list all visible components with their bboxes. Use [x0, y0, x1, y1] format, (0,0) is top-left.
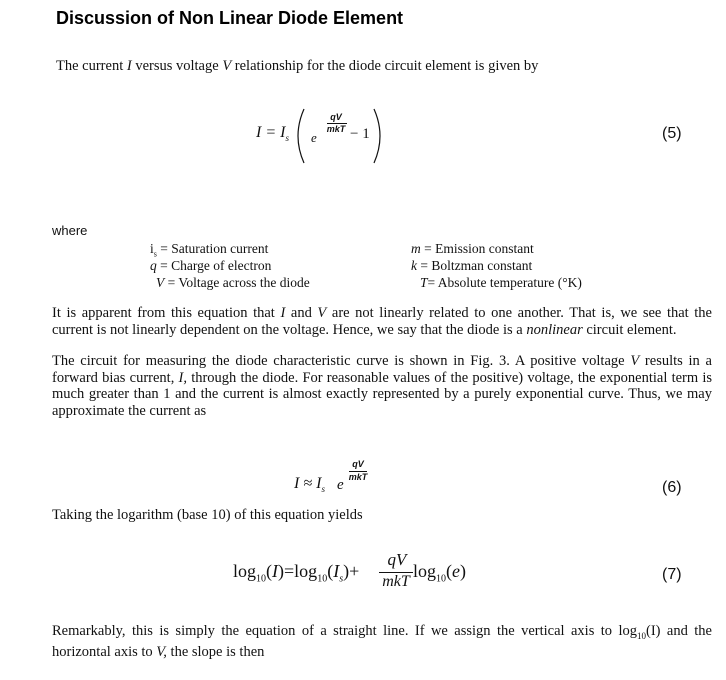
definition-v: V = Voltage across the diode: [156, 275, 310, 290]
paragraph-logarithm: Taking the logarithm (base 10) of this equation yields: [52, 507, 363, 523]
equation-number-5: (5): [662, 125, 682, 142]
paragraph-slope: Remarkably, this is simply the equation of a straight line. If we assign the vertical axis to $\log_{10}(I)$ and the horizontal axis to V, the slope is then: [52, 623, 712, 661]
where-label: where: [52, 223, 88, 238]
definition-k: k = Boltzman constant: [411, 258, 533, 273]
definition-m: m = Emission constant: [411, 241, 534, 256]
intro-text: The current I versus voltage V relationship for the diode circuit element is given by: [56, 58, 539, 74]
page-title: Discussion of Non Linear Diode Element: [56, 8, 404, 28]
left-paren-icon: [288, 106, 308, 166]
paragraph-nonlinear: It is apparent from this equation that I and V are not linearly related to one another. That is, we see that the current is not linearly dependent on the voltage. Hence, we say that the diode is a nonlinear circuit element.: [52, 305, 712, 338]
right-paren-icon: [370, 106, 390, 166]
definition-is: $i_s$ = Saturation current: [150, 241, 269, 259]
equation-number-7: (7): [662, 566, 682, 583]
definition-q: q = Charge of electron: [150, 258, 272, 273]
equation-number-6: (6): [662, 479, 682, 496]
definition-t: T= Absolute temperature (°K): [420, 275, 582, 290]
paragraph-circuit: The circuit for measuring the diode characteristic curve is shown in Fig. 3. A positive voltage V results in a forward bias current, I, through the diode. For reasonable values of the positive) voltage, the exponential term is much greater than 1 and the current is almost exactly represented by a purely exponential curve. Thus, we may approximate the current as: [52, 353, 713, 419]
